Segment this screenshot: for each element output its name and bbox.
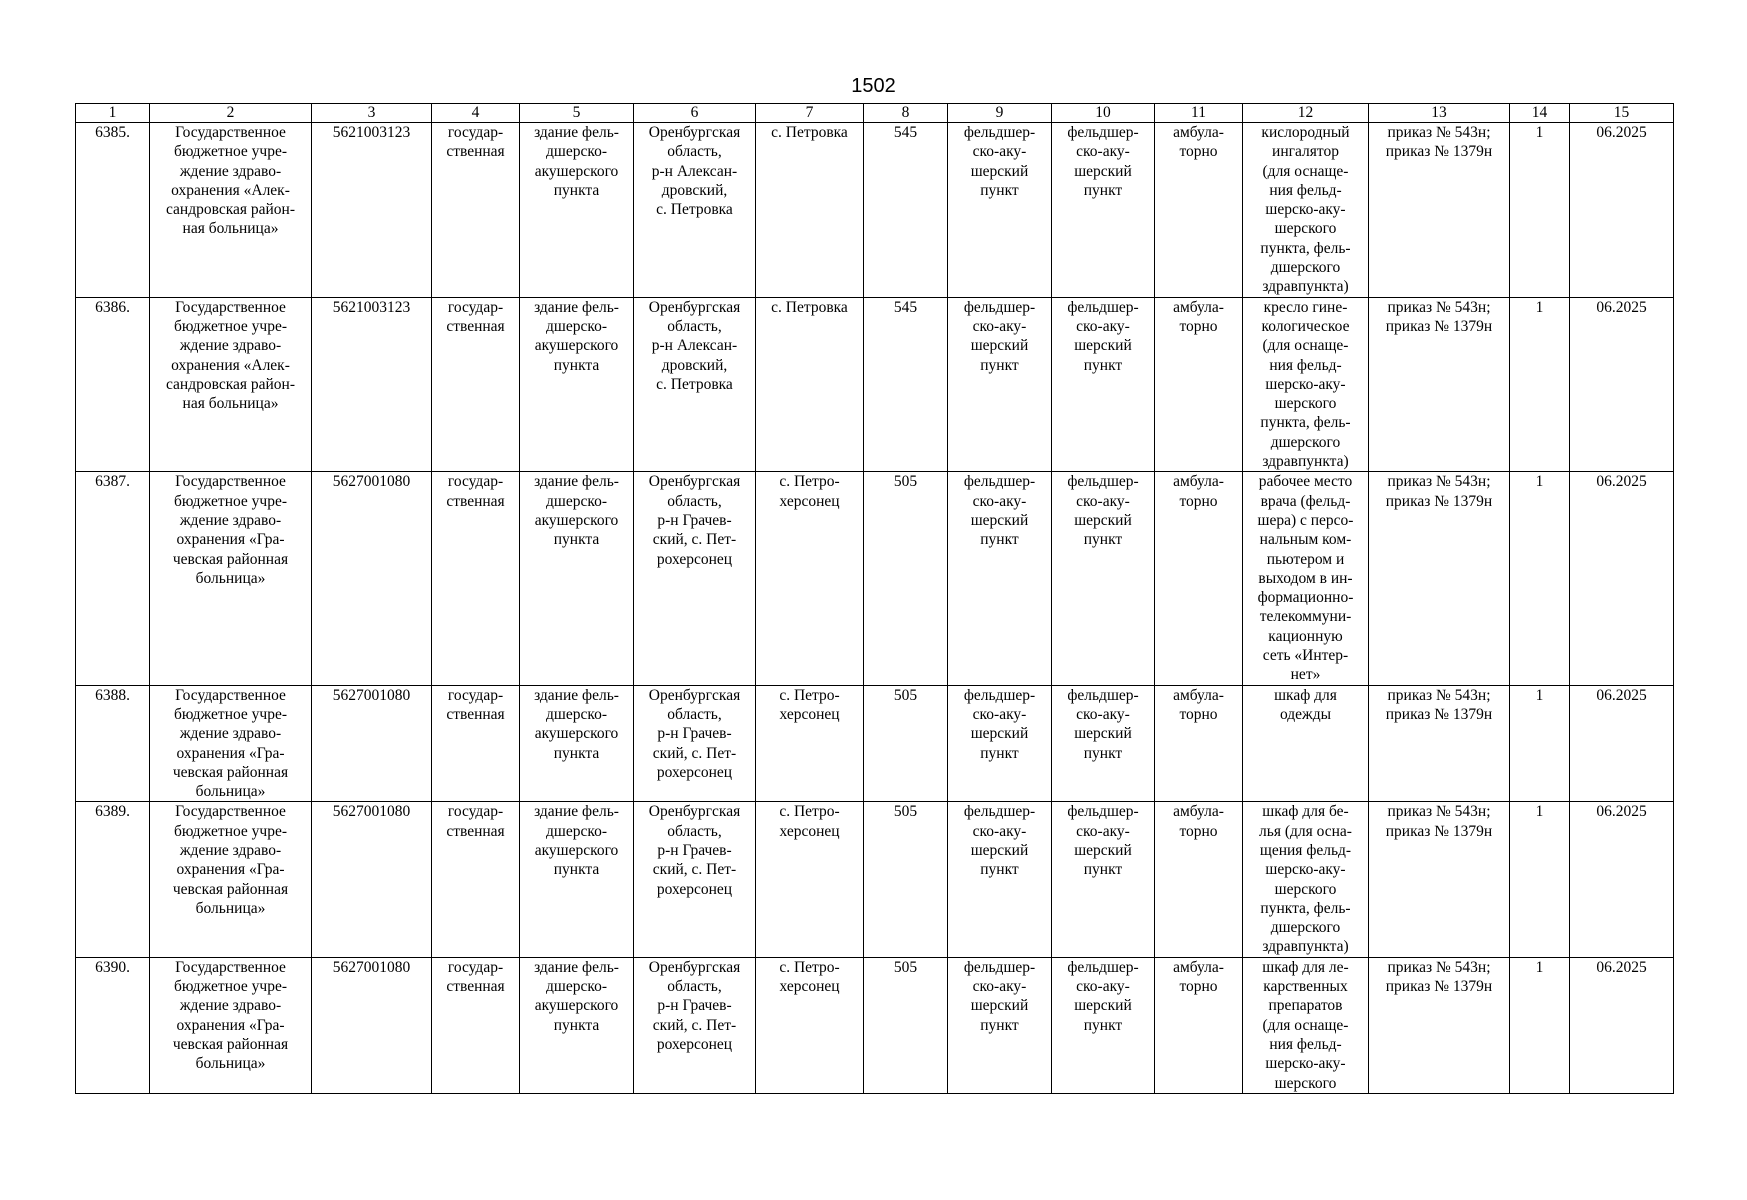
address-cell: Оренбургская область, р-н Грачев- ский, с. Пет- рохерсонец	[634, 685, 756, 802]
column-header: 6	[634, 104, 756, 123]
institution-cell: Государственное бюджетное учре- ждение здраво- охранения «Гра- чевская районная больница»	[150, 685, 312, 802]
care-mode-cell: амбула- торно	[1155, 472, 1243, 685]
row-number-cell: 6388.	[76, 685, 150, 802]
date-cell: 06.2025	[1570, 802, 1674, 957]
facility-type-cell: фельдшер- ско-аку- шерский пункт	[1052, 957, 1155, 1093]
quantity-cell: 1	[1510, 123, 1570, 298]
population-cell: 505	[864, 957, 948, 1093]
column-header: 13	[1369, 104, 1510, 123]
column-header: 8	[864, 104, 948, 123]
equipment-cell: шкаф для одежды	[1243, 685, 1369, 802]
equipment-cell: шкаф для бе- лья (для осна- щения фельд- шерско-аку- шерского пункта, фель- дшерского здравпункта)	[1243, 802, 1369, 957]
column-header: 2	[150, 104, 312, 123]
equipment-cell: рабочее место врача (фельд- шера) с персо- нальным ком- пьютером и выходом в ин- формационно- телекоммуни- кационную сеть «Интер- нет»	[1243, 472, 1369, 685]
column-header: 9	[948, 104, 1052, 123]
column-number-row	[76, 104, 1674, 123]
ownership-cell: государ- ственная	[432, 297, 520, 472]
row-number-cell: 6387.	[76, 472, 150, 685]
facility-type-cell: фельдшер- ско-аку- шерский пункт	[948, 685, 1052, 802]
building-cell: здание фель- дшерско- акушерского пункта	[520, 297, 634, 472]
address-cell: Оренбургская область, р-н Алексан- дровский, с. Петровка	[634, 123, 756, 298]
population-cell: 505	[864, 685, 948, 802]
ownership-cell: государ- ственная	[432, 123, 520, 298]
quantity-cell: 1	[1510, 802, 1570, 957]
population-cell: 505	[864, 802, 948, 957]
ownership-cell: государ- ственная	[432, 472, 520, 685]
facility-type-cell: фельдшер- ско-аку- шерский пункт	[1052, 802, 1155, 957]
institution-cell: Государственное бюджетное учре- ждение здраво- охранения «Гра- чевская районная больница»	[150, 472, 312, 685]
table-row	[76, 297, 1674, 472]
facility-type-cell: фельдшер- ско-аку- шерский пункт	[1052, 123, 1155, 298]
ownership-cell: государ- ственная	[432, 957, 520, 1093]
quantity-cell: 1	[1510, 472, 1570, 685]
care-mode-cell: амбула- торно	[1155, 123, 1243, 298]
facility-type-cell: фельдшер- ско-аку- шерский пункт	[948, 297, 1052, 472]
facility-type-cell: фельдшер- ско-аку- шерский пункт	[948, 472, 1052, 685]
building-cell: здание фель- дшерско- акушерского пункта	[520, 123, 634, 298]
date-cell: 06.2025	[1570, 297, 1674, 472]
row-number-cell: 6385.	[76, 123, 150, 298]
care-mode-cell: амбула- торно	[1155, 297, 1243, 472]
column-header: 5	[520, 104, 634, 123]
inn-cell: 5621003123	[312, 297, 432, 472]
equipment-register-table	[75, 103, 1674, 1094]
building-cell: здание фель- дшерско- акушерского пункта	[520, 685, 634, 802]
column-header: 12	[1243, 104, 1369, 123]
settlement-cell: с. Петро- херсонец	[756, 802, 864, 957]
page-number: 1502	[851, 75, 896, 97]
column-header: 11	[1155, 104, 1243, 123]
address-cell: Оренбургская область, р-н Грачев- ский, с. Пет- рохерсонец	[634, 957, 756, 1093]
column-header: 10	[1052, 104, 1155, 123]
settlement-cell: с. Петровка	[756, 123, 864, 298]
settlement-cell: с. Петро- херсонец	[756, 957, 864, 1093]
address-cell: Оренбургская область, р-н Грачев- ский, с. Пет- рохерсонец	[634, 472, 756, 685]
institution-cell: Государственное бюджетное учре- ждение здраво- охранения «Алек- сандровская район- ная больница»	[150, 297, 312, 472]
population-cell: 545	[864, 297, 948, 472]
facility-type-cell: фельдшер- ско-аку- шерский пункт	[1052, 472, 1155, 685]
settlement-cell: с. Петровка	[756, 297, 864, 472]
table-row	[76, 957, 1674, 1093]
inn-cell: 5627001080	[312, 472, 432, 685]
order-cell: приказ № 543н; приказ № 1379н	[1369, 297, 1510, 472]
address-cell: Оренбургская область, р-н Грачев- ский, с. Пет- рохерсонец	[634, 802, 756, 957]
equipment-cell: шкаф для ле- карственных препаратов (для оснаще- ния фельд- шерско-аку- шерского	[1243, 957, 1369, 1093]
quantity-cell: 1	[1510, 957, 1570, 1093]
column-header: 14	[1510, 104, 1570, 123]
date-cell: 06.2025	[1570, 957, 1674, 1093]
table-row	[76, 123, 1674, 298]
population-cell: 545	[864, 123, 948, 298]
facility-type-cell: фельдшер- ско-аку- шерский пункт	[948, 957, 1052, 1093]
facility-type-cell: фельдшер- ско-аку- шерский пункт	[1052, 297, 1155, 472]
institution-cell: Государственное бюджетное учре- ждение здраво- охранения «Гра- чевская районная больница»	[150, 957, 312, 1093]
inn-cell: 5627001080	[312, 685, 432, 802]
facility-type-cell: фельдшер- ско-аку- шерский пункт	[948, 123, 1052, 298]
inn-cell: 5621003123	[312, 123, 432, 298]
order-cell: приказ № 543н; приказ № 1379н	[1369, 472, 1510, 685]
building-cell: здание фель- дшерско- акушерского пункта	[520, 802, 634, 957]
equipment-cell: кислородный ингалятор (для оснаще- ния фельд- шерско-аку- шерского пункта, фель- дшерского здравпункта)	[1243, 123, 1369, 298]
column-header: 4	[432, 104, 520, 123]
address-cell: Оренбургская область, р-н Алексан- дровский, с. Петровка	[634, 297, 756, 472]
date-cell: 06.2025	[1570, 123, 1674, 298]
quantity-cell: 1	[1510, 685, 1570, 802]
settlement-cell: с. Петро- херсонец	[756, 685, 864, 802]
date-cell: 06.2025	[1570, 472, 1674, 685]
facility-type-cell: фельдшер- ско-аку- шерский пункт	[1052, 685, 1155, 802]
quantity-cell: 1	[1510, 297, 1570, 472]
order-cell: приказ № 543н; приказ № 1379н	[1369, 957, 1510, 1093]
order-cell: приказ № 543н; приказ № 1379н	[1369, 685, 1510, 802]
row-number-cell: 6389.	[76, 802, 150, 957]
column-header: 7	[756, 104, 864, 123]
ownership-cell: государ- ственная	[432, 802, 520, 957]
equipment-cell: кресло гине- кологическое (для оснаще- ния фельд- шерско-аку- шерского пункта, фель- дшерского здравпункта)	[1243, 297, 1369, 472]
order-cell: приказ № 543н; приказ № 1379н	[1369, 123, 1510, 298]
settlement-cell: с. Петро- херсонец	[756, 472, 864, 685]
table-row	[76, 685, 1674, 802]
table-row	[76, 472, 1674, 685]
building-cell: здание фель- дшерско- акушерского пункта	[520, 472, 634, 685]
care-mode-cell: амбула- торно	[1155, 802, 1243, 957]
population-cell: 505	[864, 472, 948, 685]
institution-cell: Государственное бюджетное учре- ждение здраво- охранения «Гра- чевская районная больница»	[150, 802, 312, 957]
order-cell: приказ № 543н; приказ № 1379н	[1369, 802, 1510, 957]
institution-cell: Государственное бюджетное учре- ждение здраво- охранения «Алек- сандровская район- ная больница»	[150, 123, 312, 298]
facility-type-cell: фельдшер- ско-аку- шерский пункт	[948, 802, 1052, 957]
date-cell: 06.2025	[1570, 685, 1674, 802]
care-mode-cell: амбула- торно	[1155, 957, 1243, 1093]
ownership-cell: государ- ственная	[432, 685, 520, 802]
column-header: 3	[312, 104, 432, 123]
inn-cell: 5627001080	[312, 802, 432, 957]
care-mode-cell: амбула- торно	[1155, 685, 1243, 802]
column-header: 15	[1570, 104, 1674, 123]
inn-cell: 5627001080	[312, 957, 432, 1093]
building-cell: здание фель- дшерско- акушерского пункта	[520, 957, 634, 1093]
table-row	[76, 802, 1674, 957]
row-number-cell: 6386.	[76, 297, 150, 472]
row-number-cell: 6390.	[76, 957, 150, 1093]
column-header: 1	[76, 104, 150, 123]
